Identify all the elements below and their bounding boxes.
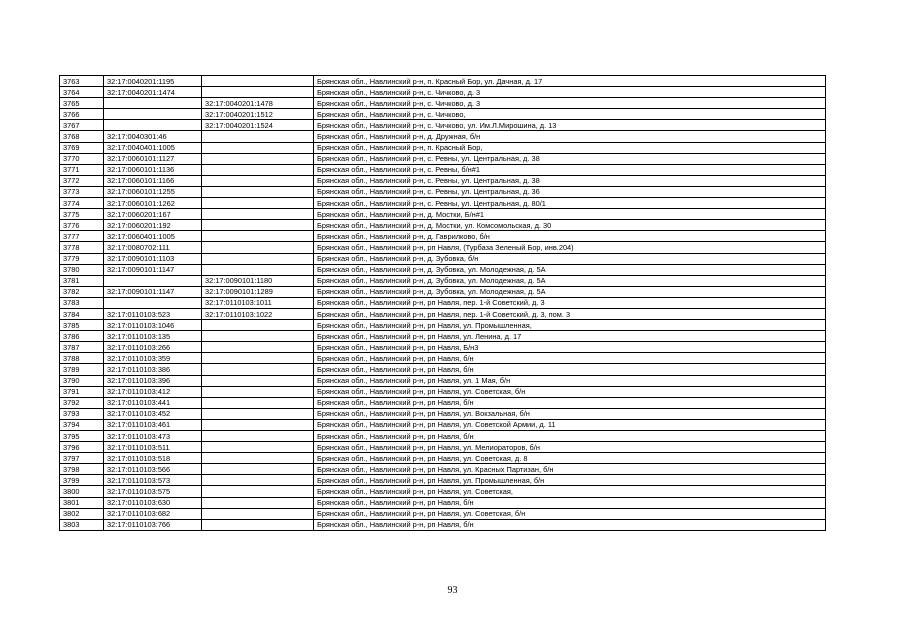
cadastral-number-cell: 32:17:0110103:135 (104, 331, 202, 342)
cadastral-number-cell: 32:17:0040201:1474 (104, 87, 202, 98)
row-number-cell: 3773 (60, 186, 104, 197)
row-number-cell: 3763 (60, 76, 104, 87)
address-cell: Брянская обл., Навлинский р-н, рп Навля, б/н (314, 431, 826, 442)
row-number-cell: 3777 (60, 231, 104, 242)
address-cell: Брянская обл., Навлинский р-н, п. Красный Бор, (314, 142, 826, 153)
related-cadastral-number-cell (202, 508, 314, 519)
address-cell: Брянская обл., Навлинский р-н, д. Зубовка, ул. Молодежная, д. 5А (314, 286, 826, 297)
address-cell: Брянская обл., Навлинский р-н, рп Навля, пер. 1-й Советский, д. 3, пом. 3 (314, 308, 826, 319)
address-cell: Брянская обл., Навлинский р-н, д. Мостки, Б/н#1 (314, 209, 826, 220)
address-cell: Брянская обл., Навлинский р-н, д. Зубовка, ул. Молодежная, д. 5А (314, 264, 826, 275)
cadastral-number-cell: 32:17:0040301:46 (104, 131, 202, 142)
row-number-cell: 3798 (60, 464, 104, 475)
row-number-cell: 3765 (60, 98, 104, 109)
cadastral-number-cell: 32:17:0110103:1046 (104, 320, 202, 331)
related-cadastral-number-cell (202, 242, 314, 253)
table-row (60, 220, 826, 231)
address-cell: Брянская обл., Навлинский р-н, с. Ревны, ул. Центральная, д. 80/1 (314, 198, 826, 209)
cadastral-number-cell: 32:17:0040401:1005 (104, 142, 202, 153)
address-cell: Брянская обл., Навлинский р-н, рп Навля, б/н (314, 497, 826, 508)
address-cell: Брянская обл., Навлинский р-н, рп Навля, пер. 1-й Советский, д. 3 (314, 297, 826, 308)
table-row (60, 464, 826, 475)
cadastral-number-cell: 32:17:0110103:386 (104, 364, 202, 375)
related-cadastral-number-cell (202, 76, 314, 87)
row-number-cell: 3770 (60, 153, 104, 164)
table-row (60, 342, 826, 353)
related-cadastral-number-cell (202, 231, 314, 242)
row-number-cell: 3766 (60, 109, 104, 120)
cadastral-number-cell: 32:17:0110103:473 (104, 431, 202, 442)
row-number-cell: 3772 (60, 175, 104, 186)
cadastral-number-cell: 32:17:0110103:518 (104, 453, 202, 464)
table-row (60, 286, 826, 297)
related-cadastral-number-cell: 32:17:0040201:1478 (202, 98, 314, 109)
cadastral-number-cell: 32:17:0060201:167 (104, 209, 202, 220)
row-number-cell: 3775 (60, 209, 104, 220)
row-number-cell: 3767 (60, 120, 104, 131)
row-number-cell: 3797 (60, 453, 104, 464)
cadastral-number-cell: 32:17:0060101:1262 (104, 198, 202, 209)
table-row (60, 308, 826, 319)
address-cell: Брянская обл., Навлинский р-н, с. Ревны, ул. Центральная, д. 36 (314, 186, 826, 197)
cadastral-number-cell: 32:17:0060101:1136 (104, 164, 202, 175)
table-row (60, 109, 826, 120)
address-cell: Брянская обл., Навлинский р-н, рп Навля, ул. Вокзальная, б/н (314, 408, 826, 419)
row-number-cell: 3791 (60, 386, 104, 397)
table-row (60, 364, 826, 375)
address-cell: Брянская обл., Навлинский р-н, рп Навля, ул. Мелиораторов, б/н (314, 442, 826, 453)
table-row (60, 198, 826, 209)
related-cadastral-number-cell (202, 264, 314, 275)
cadastral-number-cell: 32:17:0110103:266 (104, 342, 202, 353)
property-table-body (60, 76, 826, 531)
address-cell: Брянская обл., Навлинский р-н, рп Навля, ул. Красных Партизан, б/н (314, 464, 826, 475)
related-cadastral-number-cell (202, 364, 314, 375)
related-cadastral-number-cell (202, 209, 314, 220)
table-row (60, 164, 826, 175)
cadastral-number-cell: 32:17:0040201:1195 (104, 76, 202, 87)
related-cadastral-number-cell (202, 253, 314, 264)
address-cell: Брянская обл., Навлинский р-н, рп Навля, ул. Промышленная, б/н (314, 475, 826, 486)
cadastral-number-cell: 32:17:0060101:1127 (104, 153, 202, 164)
address-cell: Брянская обл., Навлинский р-н, д. Дружная, б/н (314, 131, 826, 142)
row-number-cell: 3799 (60, 475, 104, 486)
address-cell: Брянская обл., Навлинский р-н, рп Навля, Б/н3 (314, 342, 826, 353)
related-cadastral-number-cell (202, 142, 314, 153)
cadastral-number-cell: 32:17:0060101:1166 (104, 175, 202, 186)
table-row (60, 453, 826, 464)
row-number-cell: 3778 (60, 242, 104, 253)
related-cadastral-number-cell (202, 375, 314, 386)
table-row (60, 386, 826, 397)
property-table (59, 75, 826, 531)
row-number-cell: 3790 (60, 375, 104, 386)
row-number-cell: 3776 (60, 220, 104, 231)
cadastral-number-cell: 32:17:0110103:566 (104, 464, 202, 475)
cadastral-number-cell: 32:17:0110103:630 (104, 497, 202, 508)
related-cadastral-number-cell (202, 220, 314, 231)
related-cadastral-number-cell (202, 198, 314, 209)
row-number-cell: 3779 (60, 253, 104, 264)
row-number-cell: 3781 (60, 275, 104, 286)
related-cadastral-number-cell (202, 486, 314, 497)
row-number-cell: 3795 (60, 431, 104, 442)
address-cell: Брянская обл., Навлинский р-н, д. Зубовка, ул. Молодежная, д. 5А (314, 275, 826, 286)
table-row (60, 297, 826, 308)
row-number-cell: 3788 (60, 353, 104, 364)
related-cadastral-number-cell (202, 386, 314, 397)
related-cadastral-number-cell (202, 320, 314, 331)
cadastral-number-cell: 32:17:0110103:396 (104, 375, 202, 386)
related-cadastral-number-cell (202, 497, 314, 508)
related-cadastral-number-cell: 32:17:0040201:1524 (202, 120, 314, 131)
cadastral-number-cell (104, 109, 202, 120)
address-cell: Брянская обл., Навлинский р-н, рп Навля, ул. Советская, б/н (314, 386, 826, 397)
address-cell: Брянская обл., Навлинский р-н, п. Красный Бор, ул. Дачная, д. 17 (314, 76, 826, 87)
table-row (60, 253, 826, 264)
address-cell: Брянская обл., Навлинский р-н, рп Навля, б/н (314, 353, 826, 364)
table-row (60, 153, 826, 164)
table-row (60, 231, 826, 242)
address-cell: Брянская обл., Навлинский р-н, с. Чичково, ул. Им.Л.Мирошина, д. 13 (314, 120, 826, 131)
table-row (60, 186, 826, 197)
table-row (60, 175, 826, 186)
related-cadastral-number-cell (202, 464, 314, 475)
address-cell: Брянская обл., Навлинский р-н, рп Навля, ул. Советская, д. 8 (314, 453, 826, 464)
table-row (60, 408, 826, 419)
table-row (60, 508, 826, 519)
cadastral-number-cell: 32:17:0110103:452 (104, 408, 202, 419)
related-cadastral-number-cell (202, 164, 314, 175)
cadastral-number-cell: 32:17:0090101:1103 (104, 253, 202, 264)
related-cadastral-number-cell (202, 519, 314, 530)
table-row (60, 419, 826, 430)
table-row (60, 131, 826, 142)
cadastral-number-cell: 32:17:0110103:573 (104, 475, 202, 486)
address-cell: Брянская обл., Навлинский р-н, рп Навля, б/н (314, 364, 826, 375)
row-number-cell: 3786 (60, 331, 104, 342)
address-cell: Брянская обл., Навлинский р-н, с. Ревны, ул. Центральная, д. 38 (314, 175, 826, 186)
table-row (60, 486, 826, 497)
address-cell: Брянская обл., Навлинский р-н, рп Навля, ул. Ленина, д. 17 (314, 331, 826, 342)
address-cell: Брянская обл., Навлинский р-н, с. Чичково, д. 3 (314, 87, 826, 98)
row-number-cell: 3803 (60, 519, 104, 530)
table-row (60, 87, 826, 98)
address-cell: Брянская обл., Навлинский р-н, д. Гаврилково, б/н (314, 231, 826, 242)
cadastral-number-cell: 32:17:0060401:1005 (104, 231, 202, 242)
related-cadastral-number-cell (202, 186, 314, 197)
cadastral-number-cell: 32:17:0110103:682 (104, 508, 202, 519)
row-number-cell: 3785 (60, 320, 104, 331)
related-cadastral-number-cell (202, 153, 314, 164)
row-number-cell: 3792 (60, 397, 104, 408)
cadastral-number-cell: 32:17:0080702:111 (104, 242, 202, 253)
table-row (60, 242, 826, 253)
row-number-cell: 3764 (60, 87, 104, 98)
cadastral-number-cell: 32:17:0110103:412 (104, 386, 202, 397)
table-row (60, 375, 826, 386)
cadastral-number-cell: 32:17:0110103:766 (104, 519, 202, 530)
cadastral-number-cell (104, 120, 202, 131)
address-cell: Брянская обл., Навлинский р-н, с. Ревны, б/н#1 (314, 164, 826, 175)
related-cadastral-number-cell (202, 475, 314, 486)
cadastral-number-cell: 32:17:0110103:511 (104, 442, 202, 453)
related-cadastral-number-cell (202, 87, 314, 98)
cadastral-number-cell (104, 275, 202, 286)
related-cadastral-number-cell: 32:17:0110103:1011 (202, 297, 314, 308)
table-row (60, 431, 826, 442)
address-cell: Брянская обл., Навлинский р-н, рп Навля, ул. Промышленная, (314, 320, 826, 331)
related-cadastral-number-cell: 32:17:0090101:1180 (202, 275, 314, 286)
table-row (60, 275, 826, 286)
related-cadastral-number-cell: 32:17:0090101:1289 (202, 286, 314, 297)
row-number-cell: 3801 (60, 497, 104, 508)
row-number-cell: 3769 (60, 142, 104, 153)
row-number-cell: 3787 (60, 342, 104, 353)
address-cell: Брянская обл., Навлинский р-н, рп Навля, (Турбаза Зеленый Бор, инв.204) (314, 242, 826, 253)
related-cadastral-number-cell: 32:17:0040201:1512 (202, 109, 314, 120)
related-cadastral-number-cell (202, 419, 314, 430)
cadastral-number-cell: 32:17:0110103:359 (104, 353, 202, 364)
table-row (60, 442, 826, 453)
cadastral-number-cell: 32:17:0110103:441 (104, 397, 202, 408)
row-number-cell: 3774 (60, 198, 104, 209)
address-cell: Брянская обл., Навлинский р-н, д. Зубовка, б/н (314, 253, 826, 264)
address-cell: Брянская обл., Навлинский р-н, рп Навля, ул. 1 Мая, б/н (314, 375, 826, 386)
address-cell: Брянская обл., Навлинский р-н, с. Ревны, ул. Центральная, д. 38 (314, 153, 826, 164)
row-number-cell: 3800 (60, 486, 104, 497)
address-cell: Брянская обл., Навлинский р-н, рп Навля, ул. Советской Армии, д. 11 (314, 419, 826, 430)
cadastral-number-cell: 32:17:0110103:461 (104, 419, 202, 430)
table-row (60, 320, 826, 331)
table-row (60, 497, 826, 508)
row-number-cell: 3796 (60, 442, 104, 453)
related-cadastral-number-cell (202, 397, 314, 408)
row-number-cell: 3802 (60, 508, 104, 519)
table-row (60, 331, 826, 342)
table-row (60, 76, 826, 87)
row-number-cell: 3784 (60, 308, 104, 319)
table-row (60, 397, 826, 408)
related-cadastral-number-cell (202, 131, 314, 142)
address-cell: Брянская обл., Навлинский р-н, д. Мостки, ул. Комсомольская, д. 30 (314, 220, 826, 231)
related-cadastral-number-cell (202, 175, 314, 186)
cadastral-number-cell: 32:17:0110103:575 (104, 486, 202, 497)
row-number-cell: 3782 (60, 286, 104, 297)
cadastral-number-cell (104, 98, 202, 109)
cadastral-number-cell: 32:17:0060101:1255 (104, 186, 202, 197)
related-cadastral-number-cell (202, 442, 314, 453)
related-cadastral-number-cell (202, 353, 314, 364)
address-cell: Брянская обл., Навлинский р-н, с. Чичково, (314, 109, 826, 120)
address-cell: Брянская обл., Навлинский р-н, рп Навля, ул. Советская, б/н (314, 508, 826, 519)
row-number-cell: 3794 (60, 419, 104, 430)
cadastral-number-cell: 32:17:0090101:1147 (104, 264, 202, 275)
table-row (60, 120, 826, 131)
address-cell: Брянская обл., Навлинский р-н, рп Навля, б/н (314, 397, 826, 408)
row-number-cell: 3780 (60, 264, 104, 275)
table-row (60, 519, 826, 530)
related-cadastral-number-cell (202, 453, 314, 464)
table-row (60, 475, 826, 486)
related-cadastral-number-cell (202, 342, 314, 353)
table-row (60, 209, 826, 220)
table-row (60, 264, 826, 275)
address-cell: Брянская обл., Навлинский р-н, рп Навля, ул. Советская, (314, 486, 826, 497)
row-number-cell: 3789 (60, 364, 104, 375)
page-number: 93 (447, 585, 458, 596)
address-cell: Брянская обл., Навлинский р-н, с. Чичково, д. 3 (314, 98, 826, 109)
row-number-cell: 3793 (60, 408, 104, 419)
row-number-cell: 3768 (60, 131, 104, 142)
cadastral-number-cell: 32:17:0090101:1147 (104, 286, 202, 297)
table-row (60, 98, 826, 109)
related-cadastral-number-cell (202, 431, 314, 442)
related-cadastral-number-cell (202, 331, 314, 342)
cadastral-number-cell (104, 297, 202, 308)
related-cadastral-number-cell: 32:17:0110103:1022 (202, 308, 314, 319)
row-number-cell: 3771 (60, 164, 104, 175)
table-row (60, 142, 826, 153)
cadastral-number-cell: 32:17:0060201:192 (104, 220, 202, 231)
cadastral-number-cell: 32:17:0110103:523 (104, 308, 202, 319)
table-row (60, 353, 826, 364)
address-cell: Брянская обл., Навлинский р-н, рп Навля, б/н (314, 519, 826, 530)
related-cadastral-number-cell (202, 408, 314, 419)
row-number-cell: 3783 (60, 297, 104, 308)
